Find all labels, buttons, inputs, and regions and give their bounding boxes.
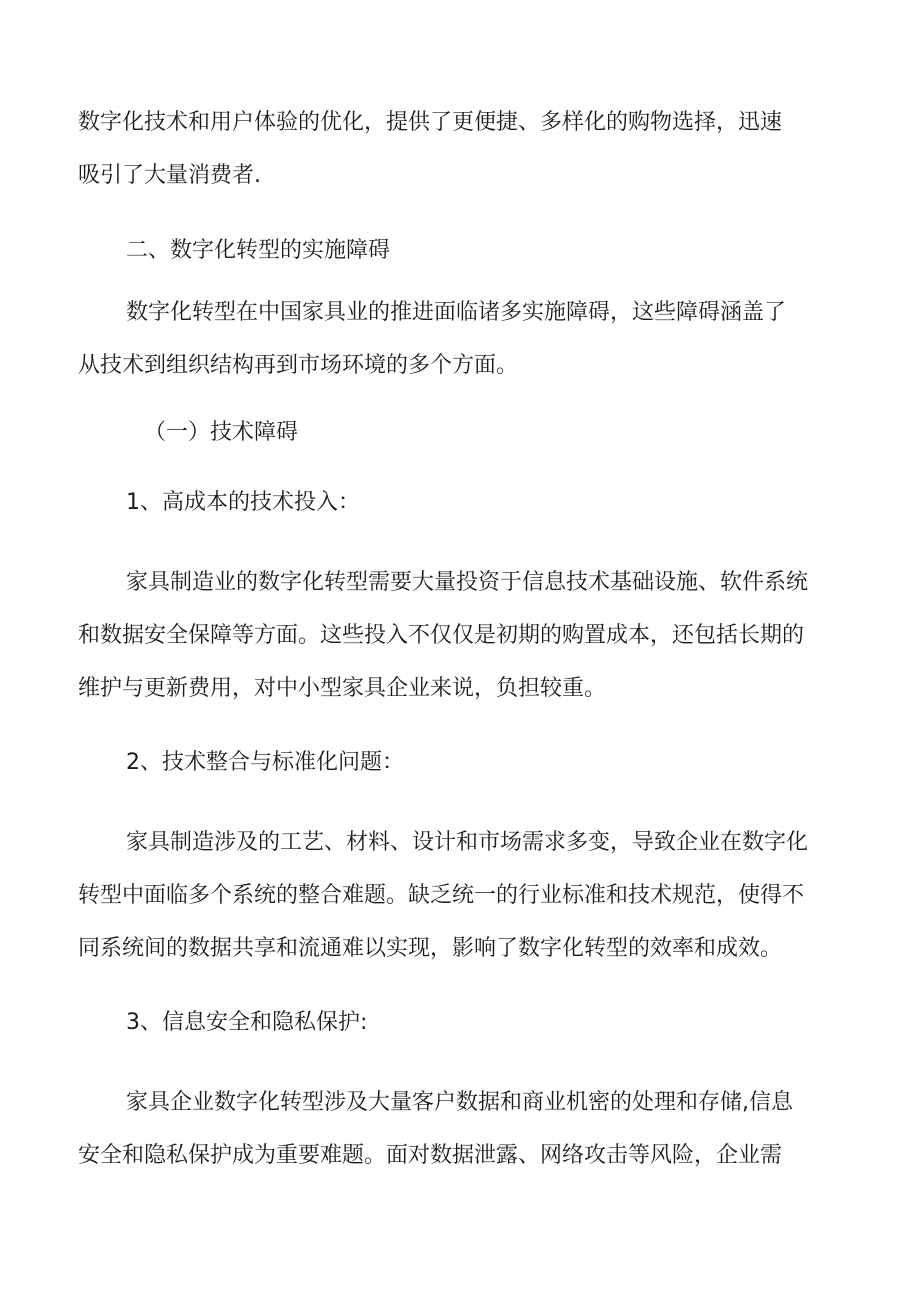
subheading-text: （一）技术障碍 [144,420,299,445]
item-heading-text: 2、技术整合与标准化问题： [126,750,404,775]
text-line: 家具制造涉及的工艺、材料、设计和市场需求多变，导致企业在数字化 [126,830,809,855]
paragraph-cost [78,556,838,715]
item-heading-text: 1、高成本的技术投入： [126,490,360,515]
text-line: 吸引了大量消费者. [78,163,261,188]
section-heading [78,224,838,277]
paragraph-integration [78,816,838,975]
text-line: 数字化转型在中国家具业的推进面临诸多实施障碍，这些障碍涵盖了 [126,300,787,325]
text-line: 从技术到组织结构再到市场环境的多个方面。 [78,353,519,378]
heading-text: 二、数字化转型的实施障碍 [126,238,391,263]
item-heading-3 [78,996,838,1049]
text-line: 维护与更新费用，对中小型家具企业来说，负担较重。 [78,676,607,701]
item-heading-text: 3、信息安全和隐私保护: [126,1010,368,1035]
text-line: 数字化技术和用户体验的优化，提供了更便捷、多样化的购物选择，迅速 [78,110,783,135]
paragraph-continuation [78,96,838,202]
text-line: 和数据安全保障等方面。这些投入不仅仅是初期的购置成本，还包括长期的 [78,623,805,648]
item-heading-1 [78,476,838,529]
text-line: 转型中面临多个系统的整合难题。缺乏统一的行业标准和技术规范，使得不 [78,883,805,908]
subsection-heading [78,406,838,459]
item-heading-2 [78,736,838,789]
text-line: 家具企业数字化转型涉及大量客户数据和商业机密的处理和存储,信息 [126,1090,793,1115]
text-line: 同系统间的数据共享和流通难以实现，影响了数字化转型的效率和成效。 [78,936,783,961]
text-line: 家具制造业的数字化转型需要大量投资于信息技术基础设施、软件系统 [126,570,809,595]
paragraph-security [78,1076,838,1182]
paragraph-intro [78,286,838,392]
text-line: 安全和隐私保护成为重要难题。面对数据泄露、网络攻击等风险，企业需 [78,1143,783,1168]
